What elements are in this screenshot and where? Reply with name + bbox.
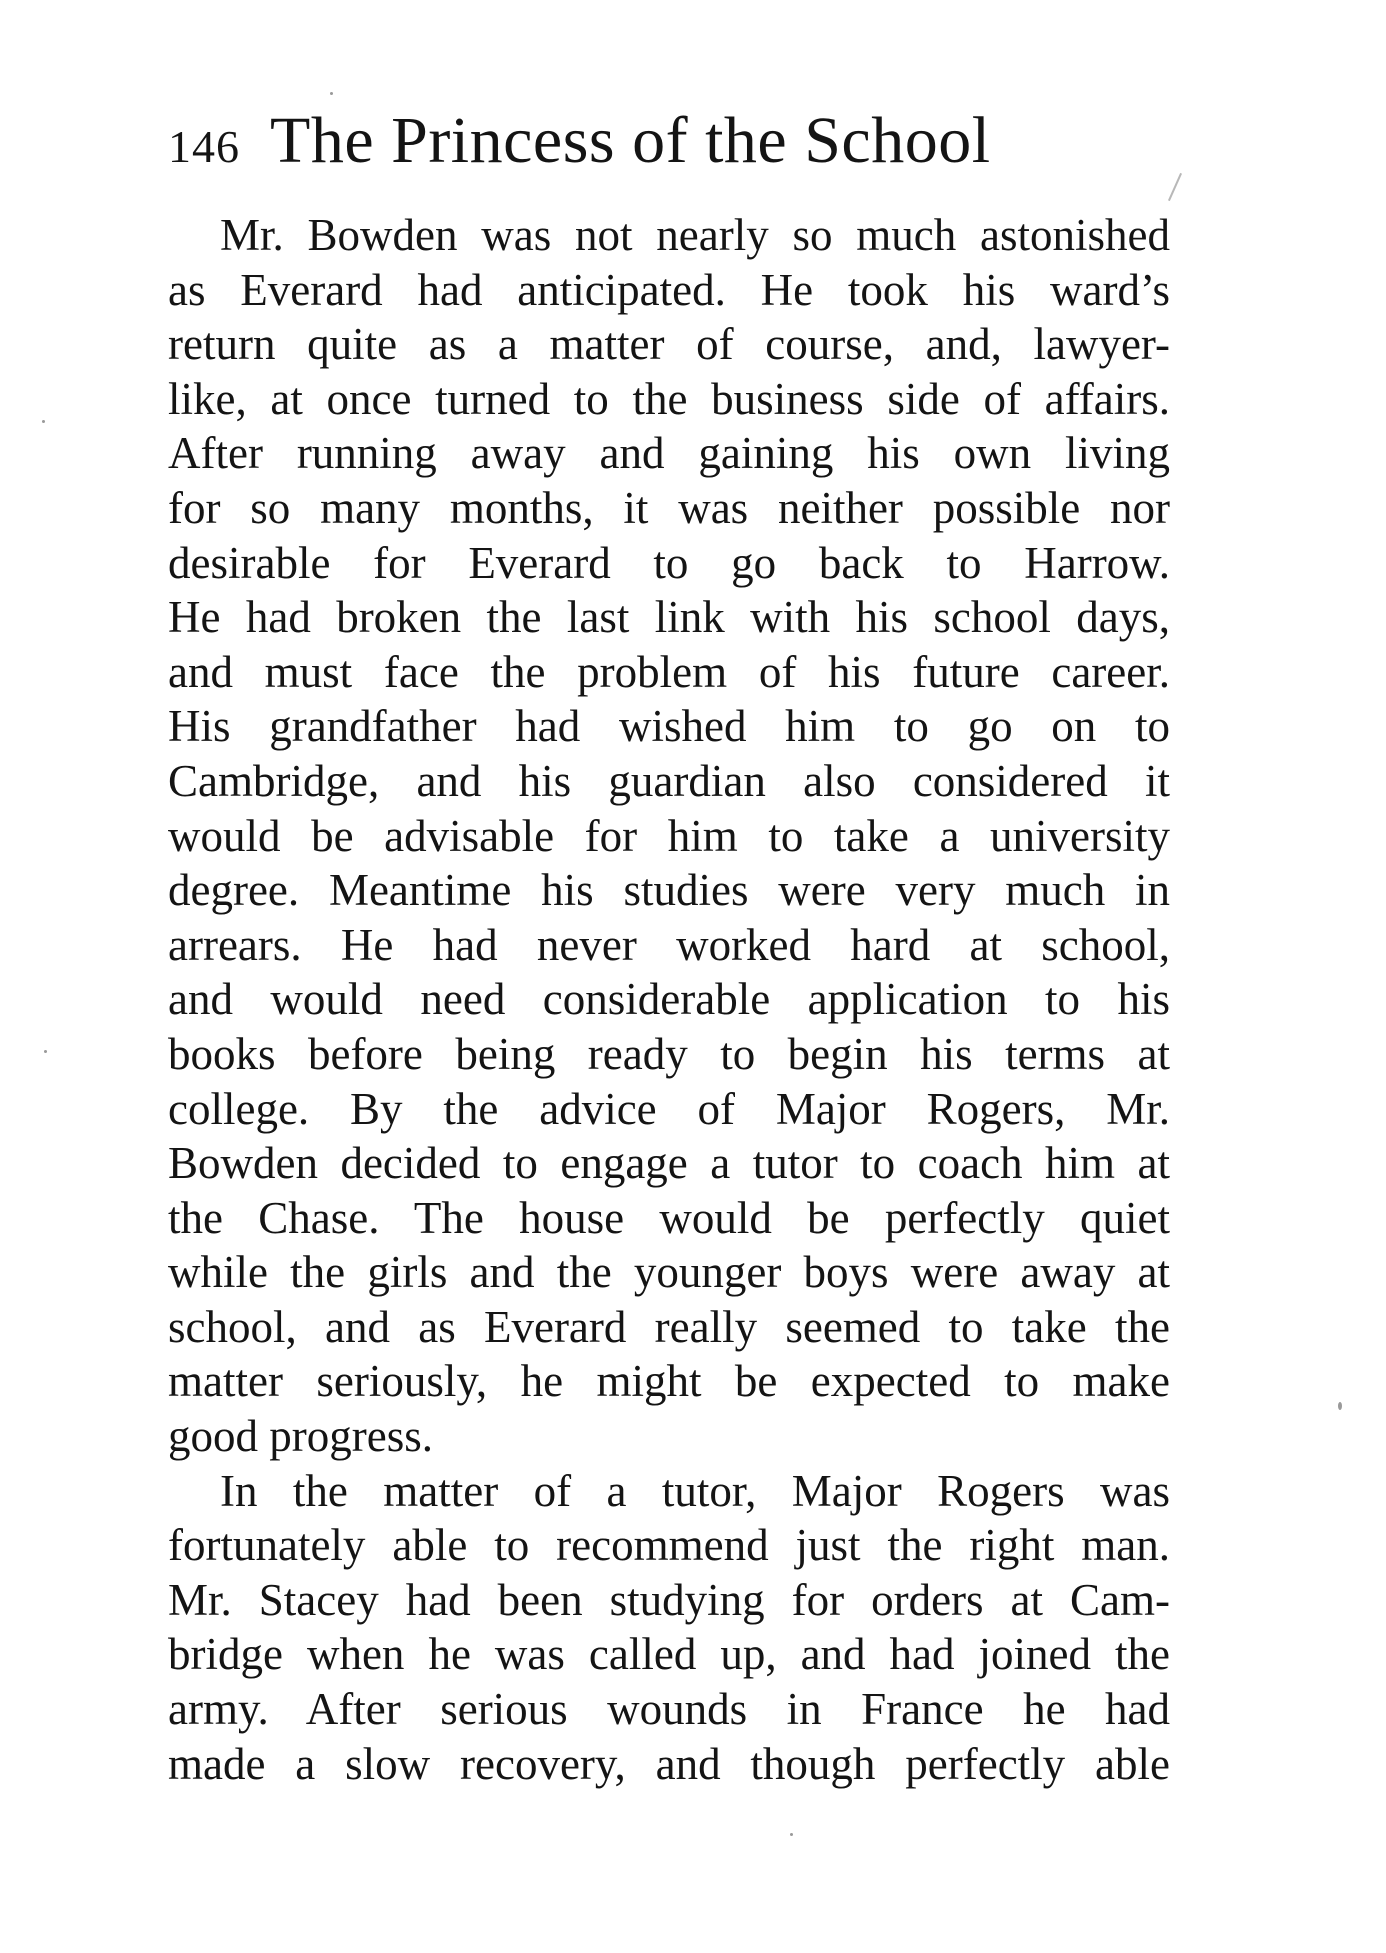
text-line: fortunately able to recommend just the right man. xyxy=(168,1520,1170,1571)
body-text xyxy=(168,208,1170,1791)
text-line: He had broken the last link with his school days, xyxy=(168,592,1170,643)
text-line: return quite as a matter of course, and, lawyer- xyxy=(168,319,1170,370)
text-line: and would need considerable application to his xyxy=(168,974,1170,1025)
text-line: Cambridge, and his guardian also considered it xyxy=(168,755,1170,806)
text-line: In the matter of a tutor, Major Rogers was xyxy=(220,1465,1170,1516)
text-line: Mr. Stacey had been studying for orders at Cam- xyxy=(168,1574,1170,1625)
text-line: Bowden decided to engage a tutor to coach him at xyxy=(168,1138,1170,1189)
text-line: for so many months, it was neither possible nor xyxy=(168,482,1170,533)
text-line: bridge when he was called up, and had joined the xyxy=(168,1629,1170,1680)
page-number: 146 xyxy=(168,121,240,172)
text-line: matter seriously, he might be expected to make xyxy=(168,1356,1170,1407)
text-line: After running away and gaining his own living xyxy=(168,428,1170,479)
text-line: arrears. He had never worked hard at school, xyxy=(168,919,1170,970)
text-line: while the girls and the younger boys were away at xyxy=(168,1247,1170,1298)
text-line: degree. Meantime his studies were very much in xyxy=(168,865,1170,916)
text-line: made a slow recovery, and though perfectly able xyxy=(168,1738,1170,1789)
text-line: and must face the problem of his future career. xyxy=(168,646,1170,697)
scan-speck xyxy=(42,420,45,423)
scan-speck xyxy=(330,92,333,95)
text-line: good progress. xyxy=(168,1411,433,1462)
page-header xyxy=(168,96,1178,192)
text-line: His grandfather had wished him to go on to xyxy=(168,701,1170,752)
text-line: Mr. Bowden was not nearly so much astonished xyxy=(220,210,1170,260)
text-line: desirable for Everard to go back to Harrow. xyxy=(168,537,1170,588)
scan-speck xyxy=(790,1833,793,1836)
text-line: as Everard had anticipated. He took his ward’s xyxy=(168,264,1170,315)
running-title: The Princess of the School xyxy=(270,104,991,177)
text-line: would be advisable for him to take a university xyxy=(168,810,1170,861)
text-line: school, and as Everard really seemed to take the xyxy=(168,1301,1170,1352)
text-line: books before being ready to begin his terms at xyxy=(168,1028,1170,1079)
scan-speck xyxy=(44,1050,47,1053)
text-line: like, at once turned to the business side of affairs. xyxy=(168,373,1170,424)
text-line: army. After serious wounds in France he had xyxy=(168,1684,1170,1735)
text-line: the Chase. The house would be perfectly quiet xyxy=(168,1192,1170,1243)
paragraph-2 xyxy=(168,1464,1170,1792)
paragraph-1 xyxy=(168,208,1170,1464)
scan-speck xyxy=(1338,1402,1342,1410)
text-line: college. By the advice of Major Rogers, Mr. xyxy=(168,1083,1170,1134)
